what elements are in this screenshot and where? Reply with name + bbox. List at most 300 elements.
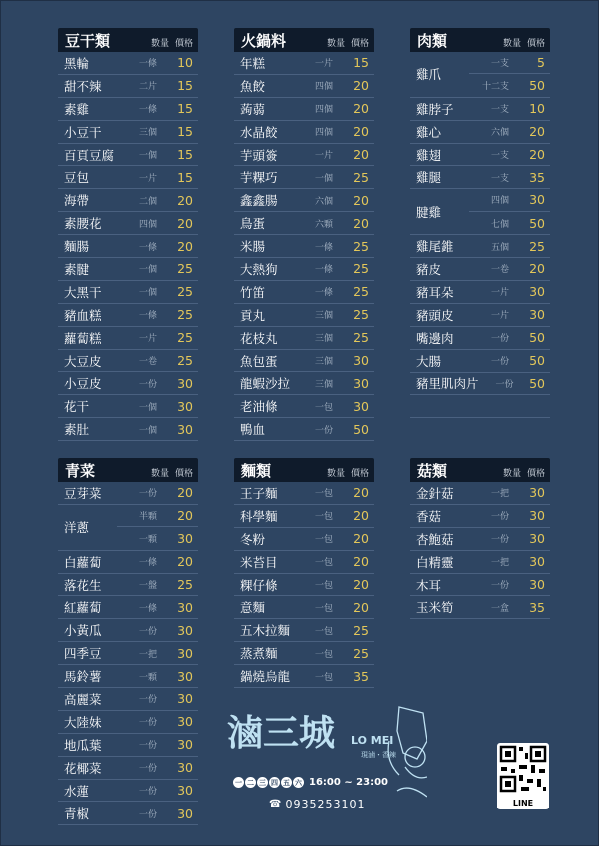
menu-item xyxy=(410,258,550,281)
menu-item xyxy=(410,395,550,418)
section-header xyxy=(58,458,198,482)
menu-item xyxy=(58,121,198,144)
item-qty: 一份 xyxy=(138,718,157,729)
menu-item xyxy=(58,144,198,167)
menu-item xyxy=(410,235,550,258)
item-name: 粿仔條 xyxy=(240,577,278,593)
item-name: 大黑干 xyxy=(64,284,102,300)
item-name: 鴨血 xyxy=(240,422,266,438)
section-title: 豆干類 xyxy=(65,32,111,50)
hours-row xyxy=(233,777,388,788)
item-qty: 一個 xyxy=(138,425,157,436)
item-name: 紅蘿蔔 xyxy=(64,600,102,616)
menu-item xyxy=(410,350,550,373)
item-price: 25 xyxy=(353,284,369,300)
menu-item xyxy=(410,574,550,597)
item-qty: 一條 xyxy=(138,242,157,253)
item-price: 30 xyxy=(353,375,369,391)
item-price: 35 xyxy=(529,599,545,615)
item-qty: 七個 xyxy=(490,219,509,230)
section-hotpot xyxy=(234,28,374,441)
item-qty: 一份 xyxy=(138,764,157,775)
item-price: 35 xyxy=(353,668,369,684)
item-option xyxy=(469,74,550,97)
logo-graphic xyxy=(227,701,427,811)
item-name: 豬耳朵 xyxy=(416,284,454,300)
section-header xyxy=(58,28,198,52)
item-qty: 一條 xyxy=(138,603,157,614)
item-price: 20 xyxy=(353,215,369,231)
item-name: 雞尾錐 xyxy=(416,239,454,255)
menu-item xyxy=(234,304,374,327)
section-title: 青菜 xyxy=(65,462,96,480)
menu-item xyxy=(234,418,374,441)
item-name: 鳥蛋 xyxy=(240,216,266,232)
item-price: 30 xyxy=(529,577,545,592)
menu-item xyxy=(234,505,374,528)
item-qty: 一把 xyxy=(490,489,509,500)
item-price: 30 xyxy=(177,421,193,437)
item-price: 30 xyxy=(177,737,193,753)
menu-item xyxy=(234,52,374,75)
menu-item xyxy=(58,688,198,711)
menu-item xyxy=(234,642,374,665)
item-price: 20 xyxy=(177,238,193,254)
item-qty: 四個 xyxy=(314,82,333,93)
item-qty: 一個 xyxy=(138,265,157,276)
section-mushroom xyxy=(410,458,550,619)
menu-item xyxy=(234,121,374,144)
item-qty: 一條 xyxy=(314,265,333,276)
item-name: 麵腸 xyxy=(64,239,90,255)
item-qty: 一條 xyxy=(138,558,157,569)
item-price: 15 xyxy=(177,78,193,94)
item-price: 20 xyxy=(353,192,369,208)
item-price: 20 xyxy=(529,261,545,277)
brand-latin: LO MEI xyxy=(351,734,394,747)
item-name: 蒟蒻 xyxy=(240,101,266,117)
item-name: 大陸妹 xyxy=(64,714,102,730)
menu-item xyxy=(58,482,198,505)
item-price: 30 xyxy=(177,714,193,730)
item-price: 20 xyxy=(353,531,369,547)
item-qty: 一份 xyxy=(490,535,509,546)
qty-header: 數量 xyxy=(326,469,345,479)
item-option xyxy=(117,527,198,550)
menu-item xyxy=(410,528,550,551)
day-badge: 二 xyxy=(247,778,254,787)
item-price: 30 xyxy=(177,783,193,799)
item-name: 金針菇 xyxy=(416,485,454,501)
menu-item xyxy=(58,780,198,803)
item-name: 四季豆 xyxy=(64,646,102,662)
item-price: 25 xyxy=(353,238,369,254)
menu-item xyxy=(234,166,374,189)
item-price: 30 xyxy=(529,531,545,547)
item-qty: 五個 xyxy=(490,242,509,253)
price-header: 價格 xyxy=(526,469,545,479)
item-qty: 一包 xyxy=(314,489,333,500)
item-price: 20 xyxy=(177,507,193,523)
menu-item xyxy=(234,619,374,642)
item-price: 30 xyxy=(177,599,193,615)
item-qty: 一片 xyxy=(138,334,157,345)
item-qty: 一支 xyxy=(490,58,509,69)
item-qty: 一盒 xyxy=(490,603,509,614)
section-noodle xyxy=(234,458,374,688)
item-price: 25 xyxy=(353,169,369,185)
item-name: 王子麵 xyxy=(240,485,278,501)
qty-header: 數量 xyxy=(502,39,521,49)
item-qty: 一支 xyxy=(490,151,509,162)
item-qty: 一個 xyxy=(138,288,157,299)
item-price: 30 xyxy=(177,398,193,414)
item-qty: 一卷 xyxy=(138,357,157,368)
item-price: 25 xyxy=(353,307,369,323)
item-name: 花枝丸 xyxy=(240,330,278,346)
item-name: 花干 xyxy=(64,399,90,415)
item-qty: 一份 xyxy=(490,334,509,345)
item-name: 魚包蛋 xyxy=(240,353,278,369)
item-qty: 一份 xyxy=(314,425,333,436)
item-qty: 一片 xyxy=(138,173,157,184)
item-qty: 一份 xyxy=(495,379,514,390)
section-header xyxy=(234,458,374,482)
item-name: 黑輪 xyxy=(64,55,90,71)
section-doufu xyxy=(58,28,198,441)
item-name: 甜不辣 xyxy=(64,78,102,94)
item-name: 馬鈴薯 xyxy=(64,669,102,685)
section-header xyxy=(410,28,550,52)
item-qty: 一包 xyxy=(314,603,333,614)
day-badge: 五 xyxy=(283,778,290,787)
item-name: 青椒 xyxy=(64,806,90,822)
item-qty: 一條 xyxy=(314,288,333,299)
item-price: 30 xyxy=(177,622,193,638)
item-price: 35 xyxy=(529,169,545,185)
menu-item xyxy=(234,212,374,235)
menu-item xyxy=(234,350,374,373)
item-price: 20 xyxy=(353,599,369,615)
item-price: 20 xyxy=(177,485,193,501)
item-price: 25 xyxy=(177,577,193,593)
item-name: 米腸 xyxy=(240,239,266,255)
menu-item xyxy=(58,619,198,642)
item-qty: 一包 xyxy=(314,402,333,413)
item-qty: 二片 xyxy=(138,82,157,93)
item-qty: 一片 xyxy=(490,311,509,322)
qr-icon xyxy=(497,743,549,795)
item-price: 20 xyxy=(353,78,369,94)
phone-row xyxy=(269,798,365,811)
item-qty: 一個 xyxy=(314,173,333,184)
menu-item xyxy=(410,189,550,235)
item-option xyxy=(469,189,550,212)
menu-item xyxy=(410,373,550,396)
item-qty: 一個 xyxy=(138,151,157,161)
section-title: 肉類 xyxy=(417,32,448,50)
item-qty: 四個 xyxy=(138,219,157,230)
menu-item xyxy=(410,596,550,619)
day-badge: 三 xyxy=(259,778,266,787)
item-name: 雞心 xyxy=(416,124,442,140)
item-qty: 一份 xyxy=(490,512,509,523)
item-option xyxy=(117,504,198,527)
day-badge: 四 xyxy=(271,778,278,787)
item-qty: 一片 xyxy=(490,288,509,299)
brand-name: 滷三城 xyxy=(227,713,336,754)
item-name: 高麗菜 xyxy=(64,691,102,707)
item-price: 20 xyxy=(177,554,193,570)
item-qty: 三個 xyxy=(314,357,333,368)
item-name: 杏鮑菇 xyxy=(416,531,454,547)
phone-icon: ☎ xyxy=(269,799,282,810)
item-price: 15 xyxy=(353,55,369,71)
item-name: 老油條 xyxy=(240,399,278,415)
item-qty: 一包 xyxy=(314,626,333,637)
item-qty: 一份 xyxy=(138,626,157,637)
item-price: 15 xyxy=(177,124,193,140)
item-price: 25 xyxy=(177,284,193,300)
brand-tagline: 現滷・香辣 xyxy=(361,751,396,759)
item-qty: 一顆 xyxy=(138,535,157,546)
item-qty: 一份 xyxy=(138,379,157,390)
item-price: 50 xyxy=(529,78,545,94)
item-price: 15 xyxy=(177,147,193,162)
item-name: 豬皮 xyxy=(416,261,442,277)
item-name: 白精靈 xyxy=(416,554,454,570)
item-option xyxy=(469,212,550,235)
menu-item xyxy=(58,304,198,327)
item-price: 20 xyxy=(353,101,369,117)
item-price: 20 xyxy=(353,147,369,162)
item-name: 小豆干 xyxy=(64,124,102,140)
qty-header: 數量 xyxy=(150,469,169,479)
section-vegetable xyxy=(58,458,198,825)
item-name: 豬血糕 xyxy=(64,307,102,323)
item-qty: 二個 xyxy=(138,196,157,207)
menu-item xyxy=(234,281,374,304)
item-name: 蘿蔔糕 xyxy=(64,330,102,346)
item-name: 地瓜葉 xyxy=(64,737,102,753)
item-price: 15 xyxy=(177,169,193,185)
item-option xyxy=(469,52,550,75)
item-price: 30 xyxy=(353,398,369,414)
menu-item xyxy=(58,802,198,825)
open-days xyxy=(233,777,304,788)
item-qty: 一包 xyxy=(314,672,333,683)
item-name: 大豆皮 xyxy=(64,353,102,369)
item-name: 蒸煮麵 xyxy=(240,646,278,662)
item-name: 雞爪 xyxy=(416,67,442,83)
item-qty: 一包 xyxy=(314,535,333,546)
menu-item xyxy=(234,665,374,688)
menu-item xyxy=(58,52,198,75)
section-header xyxy=(234,28,374,52)
item-price: 20 xyxy=(529,147,545,163)
item-qty: 一卷 xyxy=(490,265,509,276)
menu-item xyxy=(410,551,550,574)
menu-item xyxy=(410,482,550,505)
item-price: 20 xyxy=(353,508,369,524)
item-price: 20 xyxy=(177,192,193,208)
item-qty: 一包 xyxy=(314,581,333,591)
price-header: 價格 xyxy=(350,469,369,479)
section-header xyxy=(410,458,550,482)
section-meat xyxy=(410,28,550,418)
item-name: 年糕 xyxy=(240,55,266,71)
item-name: 大熱狗 xyxy=(240,261,278,277)
item-name: 豆包 xyxy=(64,170,90,186)
item-price: 30 xyxy=(529,485,545,501)
menu-item xyxy=(58,372,198,395)
menu-item xyxy=(58,281,198,304)
item-name: 雞腿 xyxy=(416,170,442,186)
item-price: 10 xyxy=(177,55,193,71)
item-qty: 一份 xyxy=(490,581,509,591)
item-price: 25 xyxy=(177,353,193,369)
item-qty: 一顆 xyxy=(138,672,157,683)
item-qty: 一份 xyxy=(138,809,157,820)
item-name: 素腱 xyxy=(64,261,90,277)
menu-item xyxy=(58,734,198,757)
day-badge: 一 xyxy=(235,778,242,787)
item-price: 20 xyxy=(353,554,369,570)
price-header: 價格 xyxy=(350,39,369,49)
item-qty: 一份 xyxy=(138,695,157,706)
menu-item xyxy=(410,98,550,121)
menu-item xyxy=(234,327,374,350)
item-name: 素腰花 xyxy=(64,216,102,232)
item-name: 小黃瓜 xyxy=(64,623,102,639)
menu-item xyxy=(58,327,198,350)
item-price: 25 xyxy=(353,645,369,661)
item-qty: 六個 xyxy=(314,196,333,207)
item-qty: 半顆 xyxy=(138,511,157,522)
item-qty: 三個 xyxy=(314,311,333,322)
item-name: 五木拉麵 xyxy=(240,623,291,639)
menu-item xyxy=(410,52,550,98)
price-header: 價格 xyxy=(526,39,545,49)
item-name: 香菇 xyxy=(416,508,442,524)
item-qty: 一份 xyxy=(138,489,157,500)
item-name: 米苔目 xyxy=(240,554,278,570)
item-qty: 一片 xyxy=(314,151,333,161)
menu-item xyxy=(58,235,198,258)
item-name: 鑫鑫腸 xyxy=(240,193,278,209)
menu-item xyxy=(234,189,374,212)
menu-item xyxy=(234,395,374,418)
menu-item xyxy=(58,665,198,688)
item-qty: 一條 xyxy=(138,59,157,70)
item-name: 木耳 xyxy=(416,577,442,593)
item-price: 20 xyxy=(353,485,369,501)
menu-item xyxy=(410,327,550,350)
item-name: 意麵 xyxy=(240,600,266,616)
item-qty: 一把 xyxy=(138,649,157,660)
qty-header: 數量 xyxy=(326,39,345,49)
item-qty: 十二支 xyxy=(481,82,509,93)
item-qty: 一份 xyxy=(138,787,157,798)
qty-header: 數量 xyxy=(502,469,521,479)
menu-item xyxy=(234,258,374,281)
item-price: 30 xyxy=(353,353,369,369)
item-price: 30 xyxy=(177,691,193,707)
item-name: 水晶餃 xyxy=(240,124,278,140)
menu-item xyxy=(410,304,550,327)
item-qty: 一份 xyxy=(490,357,509,368)
item-qty: 一份 xyxy=(138,741,157,752)
item-qty: 四個 xyxy=(314,105,333,116)
item-name: 貢丸 xyxy=(240,307,266,323)
menu-item xyxy=(58,258,198,281)
item-price: 30 xyxy=(529,508,545,524)
item-price: 10 xyxy=(529,101,545,117)
item-qty: 一包 xyxy=(314,558,333,569)
item-qty: 一包 xyxy=(314,649,333,660)
item-price: 30 xyxy=(529,284,545,300)
item-price: 30 xyxy=(177,645,193,661)
item-qty: 三個 xyxy=(138,128,157,139)
item-price: 50 xyxy=(529,330,545,346)
menu-item xyxy=(234,235,374,258)
item-price: 50 xyxy=(353,421,369,437)
menu-item xyxy=(58,418,198,441)
qty-header: 數量 xyxy=(150,39,169,49)
item-qty: 三個 xyxy=(314,334,333,345)
menu-item xyxy=(58,75,198,98)
menu-item xyxy=(58,642,198,665)
item-qty: 一片 xyxy=(314,59,333,70)
menu-item xyxy=(234,574,374,597)
item-price: 25 xyxy=(353,330,369,346)
menu-item xyxy=(234,75,374,98)
open-hours: 16:00 ~ 23:00 xyxy=(309,777,389,788)
item-name: 雞脖子 xyxy=(416,101,454,117)
item-name: 鍋燒烏龍 xyxy=(240,669,291,685)
item-price: 20 xyxy=(529,124,545,140)
item-price: 20 xyxy=(177,215,193,231)
price-header: 價格 xyxy=(174,39,193,49)
brand-logo xyxy=(227,701,427,811)
menu-item xyxy=(58,189,198,212)
menu-item xyxy=(58,551,198,574)
item-qty: 六個 xyxy=(490,128,509,139)
item-name: 豬里肌肉片 xyxy=(416,376,479,392)
item-name: 大腸 xyxy=(416,353,442,369)
item-price: 25 xyxy=(177,261,193,277)
item-name: 芋粿巧 xyxy=(240,170,278,186)
menu-item xyxy=(410,281,550,304)
item-price: 30 xyxy=(177,668,193,684)
item-qty: 四個 xyxy=(490,196,509,207)
item-qty: 六顆 xyxy=(314,219,333,230)
item-name: 魚餃 xyxy=(240,78,266,94)
item-qty: 一條 xyxy=(138,105,157,116)
item-qty: 一盤 xyxy=(138,581,157,592)
item-qty: 一條 xyxy=(314,242,333,253)
item-name: 素雞 xyxy=(64,101,90,117)
item-price: 30 xyxy=(177,531,193,547)
item-price: 20 xyxy=(353,577,369,592)
line-qr-code[interactable] xyxy=(497,743,549,809)
item-price: 15 xyxy=(177,101,193,117)
item-price: 25 xyxy=(177,307,193,323)
menu-item xyxy=(58,596,198,619)
phone-number[interactable]: 0935253101 xyxy=(285,798,366,811)
item-name: 龍蝦沙拉 xyxy=(240,376,291,392)
menu-item xyxy=(234,482,374,505)
